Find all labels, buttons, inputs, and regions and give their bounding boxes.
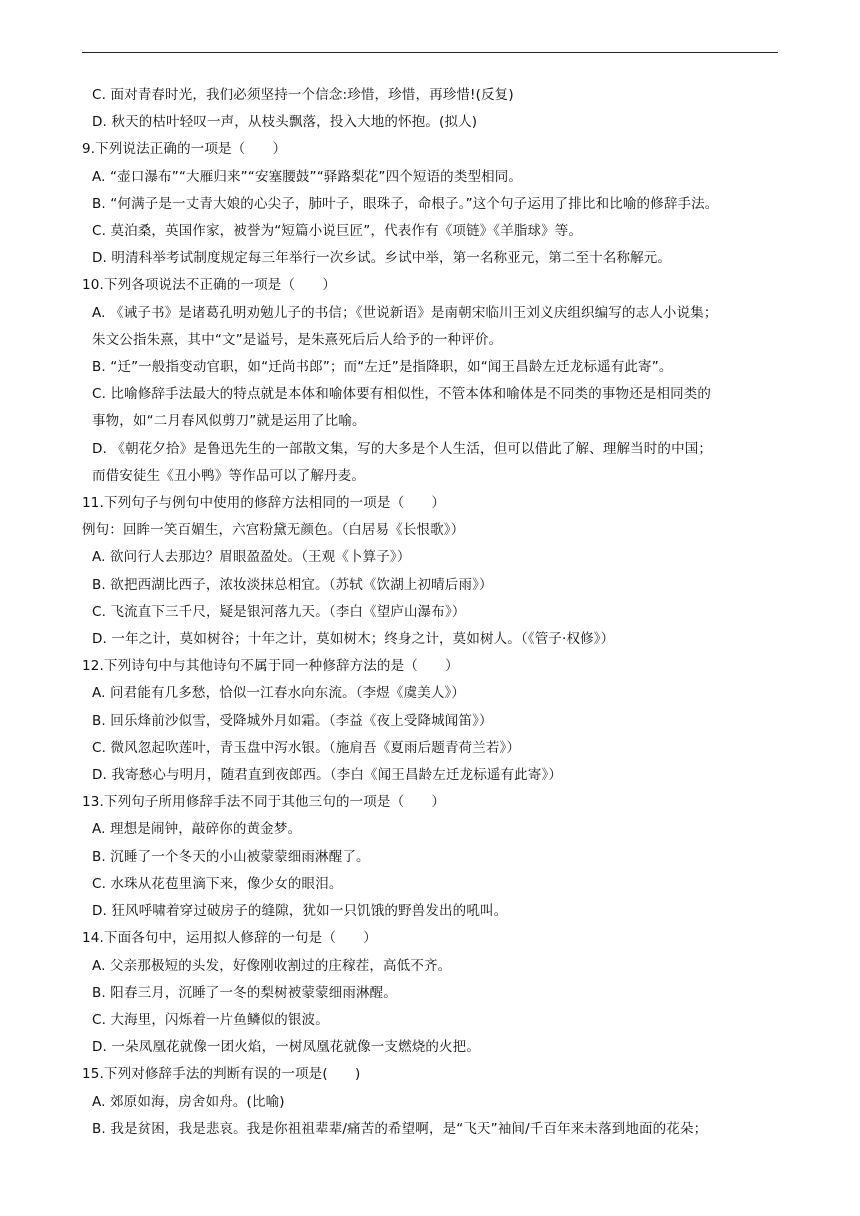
option-line: C. 飞流直下三千尺，疑是银河落九天。（李白《望庐山瀑布》） [92,603,466,620]
option-line: C. 莫泊桑，英国作家，被誉为“短篇小说巨匠”，代表作有《项链》《羊脂球》等。 [92,223,583,240]
option-line: B. 欲把西湖比西子，浓妆淡抹总相宜。（苏轼《饮湖上初晴后雨》） [92,576,493,593]
option-continuation: 朱文公指朱熹，其中“文”是谥号，是朱熹死后后人给予的一种评价。 [92,331,503,348]
option-line: D. 我寄愁心与明月，随君直到夜郎西。（李白《闻王昌龄左迁龙标遥有此寄》） [92,767,563,784]
option-line: B. “何满子是一丈青大娘的心尖子，肺叶子，眼珠子，命根子。”这个句子运用了排比和比喻的修辞手法。 [92,195,719,212]
option-line: A. 郊原如海，房舍如舟。(比喻) [92,1093,285,1110]
option-line: A. 欲问行人去那边？眉眼盈盈处。（王观《卜算子》） [92,549,411,566]
option-line: A. 《诫子书》是诸葛孔明劝勉儿子的书信；《世说新语》是南朝宋临川王刘义庆组织编写的志人小说集； [92,304,718,321]
option-line: B. “迁”一般指变动官职，如“迁尚书郎”；而“左迁”是指降职，如“闻王昌龄左迁龙标遥有此寄”。 [92,359,673,376]
option-line: D. 一年之计，莫如树谷；十年之计，莫如树木；终身之计，莫如树人。（《管子·权修》） [92,631,615,648]
option-line: D. 秋天的枯叶轻叹一声，从枝头飘落，投入大地的怀抱。(拟人) [92,114,478,131]
option-line: A. 父亲那极短的头发，好像刚收割过的庄稼茬，高低不齐。 [92,957,452,974]
question-stem: 13.下列句子所用修辞手法不同于其他三句的一项是（ ） [82,794,446,811]
option-line: B. 回乐烽前沙似雪，受降城外月如霜。（李益《夜上受降城闻笛》） [92,712,493,729]
option-line: A. 问君能有几多愁，恰似一江春水向东流。（李煜《虞美人》） [92,685,466,702]
header-rule [82,52,778,53]
question-stem: 9.下列说法正确的一项是（ ） [82,141,287,158]
option-line: D. 明清科举考试制度规定每三年举行一次乡试。乡试中举，第一名称亚元，第二至十名称解元。 [92,250,672,267]
option-line: A. “壶口瀑布”“大雁归来”“安塞腰鼓”“驿路梨花”四个短语的类型相同。 [92,168,523,185]
option-line: D. 《朝花夕拾》是鲁迅先生的一部散文集，写的大多是个人生活，但可以借此了解、理解当时的中国； [92,440,713,457]
option-line: B. 沉睡了一个冬天的小山被蒙蒙细雨淋醒了。 [92,848,370,865]
option-line: D. 狂风呼啸着穿过破房子的缝隙，犹如一只饥饿的野兽发出的吼叫。 [92,903,508,920]
option-line: C. 水珠从花苞里滴下来，像少女的眼泪。 [92,875,343,892]
option-line: B. 阳春三月，沉睡了一冬的梨树被蒙蒙细雨淋醒。 [92,984,397,1001]
example-sentence: 例句：回眸一笑百媚生，六宫粉黛无颜色。（白居易《长恨歌》） [82,522,465,539]
question-stem: 10.下列各项说法不正确的一项是（ ） [82,277,336,294]
option-continuation: 而借安徒生《丑小鸭》等作品可以了解丹麦。 [92,467,365,484]
question-stem: 11.下列句子与例句中使用的修辞方法相同的一项是（ ） [82,495,446,512]
option-line: B. 我是贫困，我是悲哀。我是你祖祖辈辈/痛苦的希望啊，是“飞天”袖间/千百年来未落到地面的花朵； [92,1120,708,1137]
document-body [82,82,778,1143]
option-line: C. 面对青春时光，我们必须坚持一个信念:珍惜，珍惜，再珍惜!(反复) [92,87,514,103]
question-stem: 15.下列对修辞手法的判断有误的一项是( ) [82,1066,361,1083]
question-stem: 12.下列诗句中与其他诗句不属于同一种修辞方法的是（ ） [82,658,459,675]
option-line: D. 一朵凤凰花就像一团火焰，一树凤凰花就像一支燃烧的火把。 [92,1039,480,1056]
option-line: A. 理想是闹钟，敲碎你的黄金梦。 [92,821,302,838]
option-line: C. 微风忽起吹莲叶，青玉盘中泻水银。（施肩吾《夏雨后题青荷兰若》） [92,739,521,756]
option-continuation: 事物，如“二月春风似剪刀”就是运用了比喻。 [92,413,366,430]
option-line: C. 比喻修辞手法最大的特点就是本体和喻体要有相似性，不管本体和喻体是不同类的事物还是相同类的 [92,386,712,403]
question-stem: 14.下面各句中，运用拟人修辞的一句是（ ） [82,930,377,947]
option-line: C. 大海里，闪烁着一片鱼鳞似的银波。 [92,1011,329,1028]
